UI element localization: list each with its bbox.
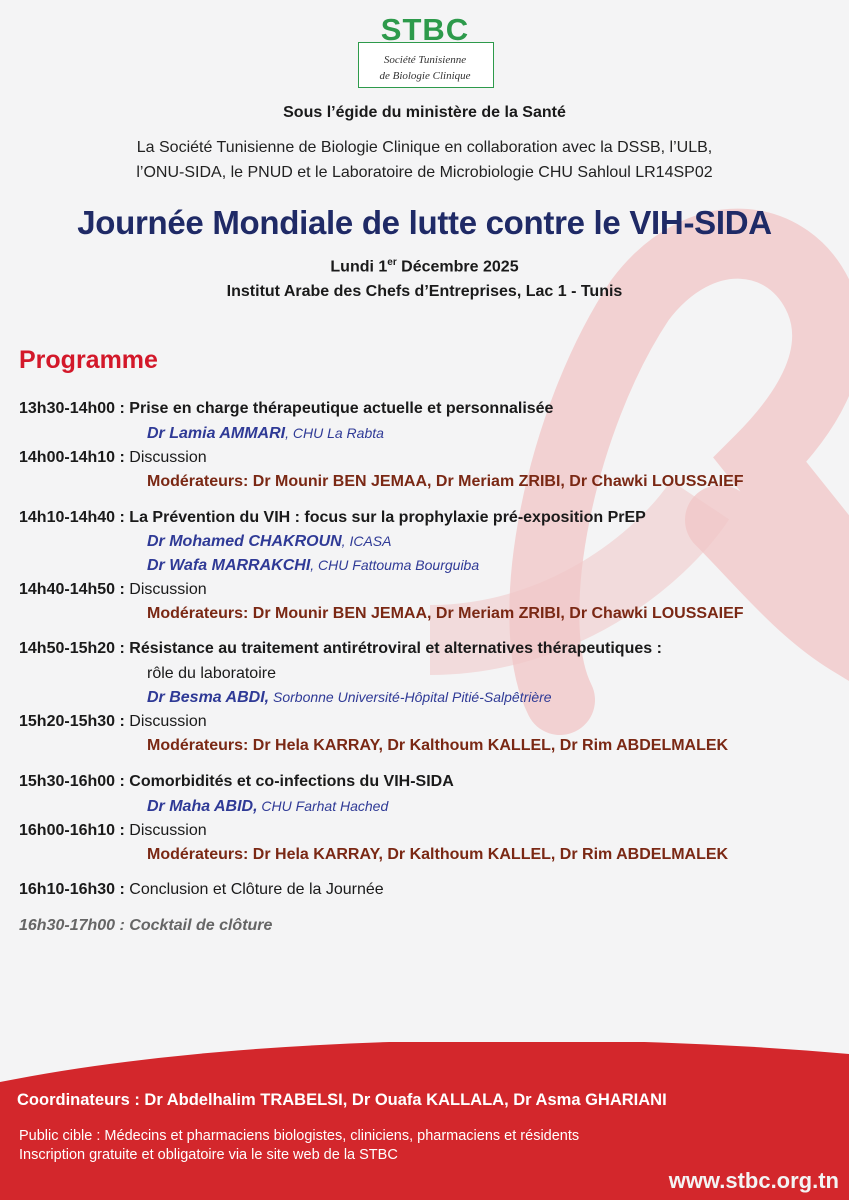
logo-text: STBC — [380, 12, 470, 47]
session-time: 15h30-16h00 : — [19, 773, 125, 790]
session-title: Résistance au traitement antirétroviral et alternatives thérapeutiques : — [129, 640, 662, 657]
stbc-logo — [354, 14, 496, 88]
session-1 — [19, 400, 553, 418]
session-time: 16h00-16h10 : — [19, 822, 125, 839]
speaker-name: Dr Besma ABDI, — [147, 689, 270, 706]
session-title: Prise en charge thérapeutique actuelle et personnalisée — [129, 400, 554, 417]
session-time: 14h10-14h40 : — [19, 509, 125, 526]
session-3-speaker — [147, 689, 552, 707]
discussion-label: Discussion — [129, 449, 207, 466]
collaboration-line-1: La Société Tunisienne de Biologie Clinique en collaboration avec la DSSB, l’ULB, — [136, 139, 713, 156]
logo-subtitle-2: de Biologie Clinique — [379, 70, 471, 82]
speaker-affiliation: Sorbonne Université-Hôpital Pitié-Salpêtrière — [269, 689, 552, 705]
conclusion-label: Conclusion et Clôture de la Journée — [129, 881, 384, 898]
discussion-1 — [19, 449, 207, 467]
session-time: 14h40-14h50 : — [19, 581, 125, 598]
date-day: Lundi 1 — [330, 258, 388, 276]
session-time: 14h00-14h10 : — [19, 449, 125, 466]
speaker-affiliation: , CHU La Rabta — [285, 425, 384, 441]
event-venue: Institut Arabe des Chefs d’Entreprises, Lac 1 - Tunis — [226, 283, 623, 300]
session-3-title-continued: rôle du laboratoire — [147, 665, 276, 682]
discussion-label: Discussion — [129, 713, 207, 730]
website-link[interactable]: www.stbc.org.tn — [668, 1168, 839, 1193]
session-time: 14h50-15h20 : — [19, 640, 125, 657]
logo-subtitle-1: Société Tunisienne — [383, 54, 467, 66]
collaboration-line-2: l’ONU-SIDA, le PNUD et le Laboratoire de Microbiologie CHU Sahloul LR14SP02 — [136, 164, 713, 181]
event-date — [0, 257, 849, 276]
coordinators: Coordinateurs : Dr Abdelhalim TRABELSI, Dr Ouafa KALLALA, Dr Asma GHARIANI — [17, 1091, 667, 1109]
moderators-1: Modérateurs: Dr Mounir BEN JEMAA, Dr Meriam ZRIBI, Dr Chawki LOUSSAIEF — [147, 473, 744, 490]
registration-info: Inscription gratuite et obligatoire via le site web de la STBC — [19, 1147, 398, 1163]
session-time: 15h20-15h30 : — [19, 713, 125, 730]
speaker-name: Dr Mohamed CHAKROUN — [147, 533, 342, 550]
session-3 — [19, 640, 662, 658]
moderators-2: Modérateurs: Dr Mounir BEN JEMAA, Dr Meriam ZRIBI, Dr Chawki LOUSSAIEF — [147, 605, 744, 622]
date-month-year: Décembre 2025 — [396, 258, 519, 276]
speaker-affiliation: , CHU Fattouma Bourguiba — [310, 557, 480, 573]
discussion-3 — [19, 713, 207, 731]
discussion-2 — [19, 581, 207, 599]
session-4-speaker — [147, 798, 388, 816]
discussion-4 — [19, 822, 207, 840]
moderators-4: Modérateurs: Dr Hela KARRAY, Dr Kalthoum KALLEL, Dr Rim ABDELMALEK — [147, 846, 729, 863]
session-4 — [19, 773, 454, 791]
speaker-name: Dr Wafa MARRAKCHI — [147, 557, 311, 574]
speaker-name: Dr Maha ABID, — [147, 798, 258, 815]
session-time: 16h10-16h30 : — [19, 881, 125, 898]
session-title: La Prévention du VIH : focus sur la prophylaxie pré-exposition PrEP — [129, 509, 646, 526]
session-2 — [19, 509, 646, 527]
conclusion-session — [19, 881, 384, 899]
moderators-3: Modérateurs: Dr Hela KARRAY, Dr Kalthoum KALLEL, Dr Rim ABDELMALEK — [147, 737, 729, 754]
session-2-speaker-2 — [147, 557, 479, 575]
speaker-affiliation: CHU Farhat Hached — [257, 798, 389, 814]
programme-heading: Programme — [19, 346, 158, 374]
session-title: Comorbidités et co-infections du VIH-SIDA — [129, 773, 454, 790]
speaker-name: Dr Lamia AMMARI — [147, 425, 286, 442]
date-ordinal: er — [387, 257, 397, 268]
session-time: 13h30-14h00 : — [19, 400, 125, 417]
session-1-speaker — [147, 425, 384, 443]
discussion-label: Discussion — [129, 822, 207, 839]
target-audience: Public cible : Médecins et pharmaciens biologistes, cliniciens, pharmaciens et résidents — [19, 1128, 580, 1144]
session-2-speaker-1 — [147, 533, 391, 551]
closing-cocktail: 16h30-17h00 : Cocktail de clôture — [19, 917, 273, 934]
speaker-affiliation: , ICASA — [341, 533, 392, 549]
discussion-label: Discussion — [129, 581, 207, 598]
event-title: Journée Mondiale de lutte contre le VIH-SIDA — [77, 204, 772, 241]
patronage-line: Sous l’égide du ministère de la Santé — [283, 104, 566, 121]
